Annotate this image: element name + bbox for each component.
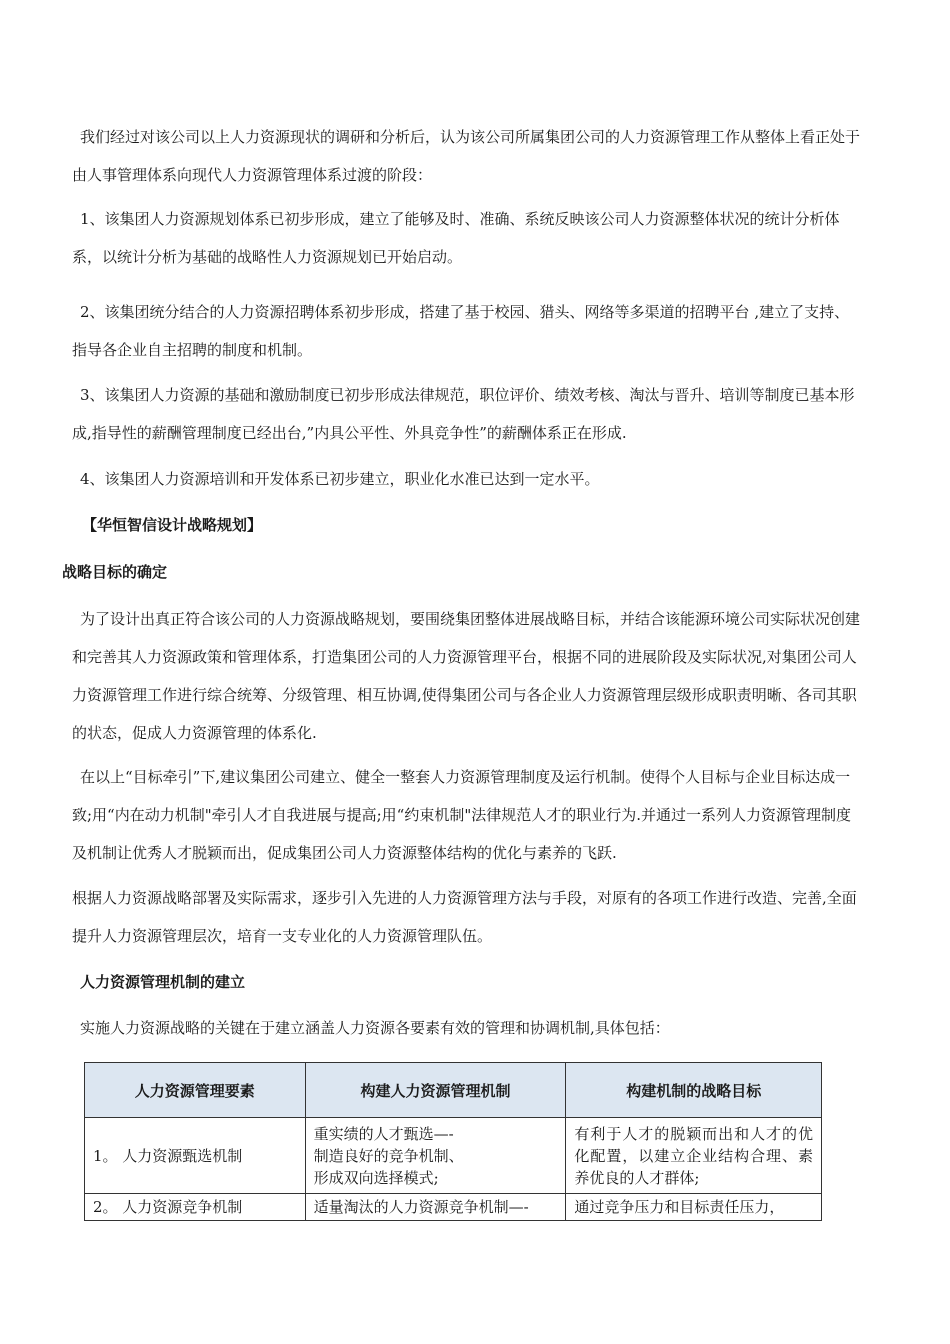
- paragraph-item-3: 3、该集团人力资源的基础和激励制度已初步形成法律规范，职位评价、绩效考核、淘汰与晋升、培训等制度已基本形成,指导性的薪酬管理制度已经出台,”内具公平性、外具竞争性”的薪酬体系正在形成.: [72, 386, 855, 442]
- table-header-row: [85, 1063, 822, 1118]
- table-cell-element: 1。 人力资源甄选机制: [85, 1118, 306, 1194]
- section-title: 【华恒智信设计战略规划】: [82, 516, 263, 534]
- table-cell-goal: 有利于人才的脱颖而出和人才的优化配置，以建立企业结构合理、素养优良的人才群体;: [566, 1118, 822, 1194]
- subtitle-strategy-goal: 战略目标的确定: [62, 563, 168, 581]
- mechanism-table: [84, 1062, 822, 1221]
- table-header-mechanism: 构建人力资源管理机制: [305, 1063, 566, 1118]
- table-header-goal: 构建机制的战略目标: [566, 1063, 822, 1118]
- paragraph-item-2: 2、该集团统分结合的人力资源招聘体系初步形成，搭建了基于校园、猎头、网络等多渠道的招聘平台 ,建立了支持、指导各企业自主招聘的制度和机制。: [72, 303, 850, 359]
- mechanism-line: 形成双向选择模式;: [313, 1168, 439, 1187]
- paragraph-goal-1: 为了设计出真正符合该公司的人力资源战略规划，要围绕集团整体进展战略目标，并结合该能源环境公司实际状况创建和完善其人力资源政策和管理体系，打造集团公司的人力资源管理平台，根据不同的进展阶段及实际状况,对集团公司人力资源管理工作进行综合统筹、分级管理、相互协调,使得集团公司与各企业人力资源管理层级形成职责明晰、各司其职的状态，促成人力资源管理的体系化.: [72, 610, 861, 742]
- paragraph-intro: 我们经过对该公司以上人力资源现状的调研和分析后，认为该公司所属集团公司的人力资源管理工作从整体上看正处于由人事管理体系向现代人力资源管理体系过渡的阶段：: [72, 128, 861, 184]
- paragraph-item-1: 1、该集团人力资源规划体系已初步形成，建立了能够及时、准确、系统反映该公司人力资源整体状况的统计分析体系，以统计分析为基础的战略性人力资源规划已开始启动。: [72, 210, 840, 266]
- table-row: [85, 1194, 822, 1221]
- paragraph-mechanism-intro: 实施人力资源战略的关键在于建立涵盖人力资源各要素有效的管理和协调机制,具体包括：: [80, 1019, 670, 1037]
- paragraph-goal-3: 根据人力资源战略部署及实际需求，逐步引入先进的人力资源管理方法与手段，对原有的各项工作进行改造、完善,全面提升人力资源管理层次，培育一支专业化的人力资源管理队伍。: [72, 889, 857, 945]
- paragraph-item-4: 4、该集团人力资源培训和开发体系已初步建立，职业化水准已达到一定水平。: [80, 470, 600, 488]
- table-header-element: 人力资源管理要素: [85, 1063, 306, 1118]
- table-cell-mechanism: 适量淘汰的人力资源竞争机制—-: [305, 1194, 566, 1221]
- mechanism-line: 制造良好的竞争机制、: [313, 1146, 464, 1165]
- table-cell-element: 2。 人力资源竞争机制: [85, 1194, 306, 1221]
- paragraph-goal-2: 在以上“目标牵引”下,建议集团公司建立、健全一整套人力资源管理制度及运行机制。使得个人目标与企业目标达成一致;用“内在动力机制"牵引人才自我进展与提高;用“约束机制"法律规范人才的职业行为.并通过一系列人力资源管理制度及机制让优秀人才脱颖而出，促成集团公司人力资源整体结构的优化与素养的飞跃.: [72, 768, 852, 862]
- table-cell-mechanism: [305, 1118, 566, 1194]
- table-cell-goal: 通过竞争压力和目标责任压力，: [566, 1194, 822, 1221]
- mechanism-line: 重实绩的人才甄选—-: [313, 1124, 454, 1143]
- subtitle-mechanism: 人力资源管理机制的建立: [80, 973, 246, 991]
- table-row: [85, 1118, 822, 1194]
